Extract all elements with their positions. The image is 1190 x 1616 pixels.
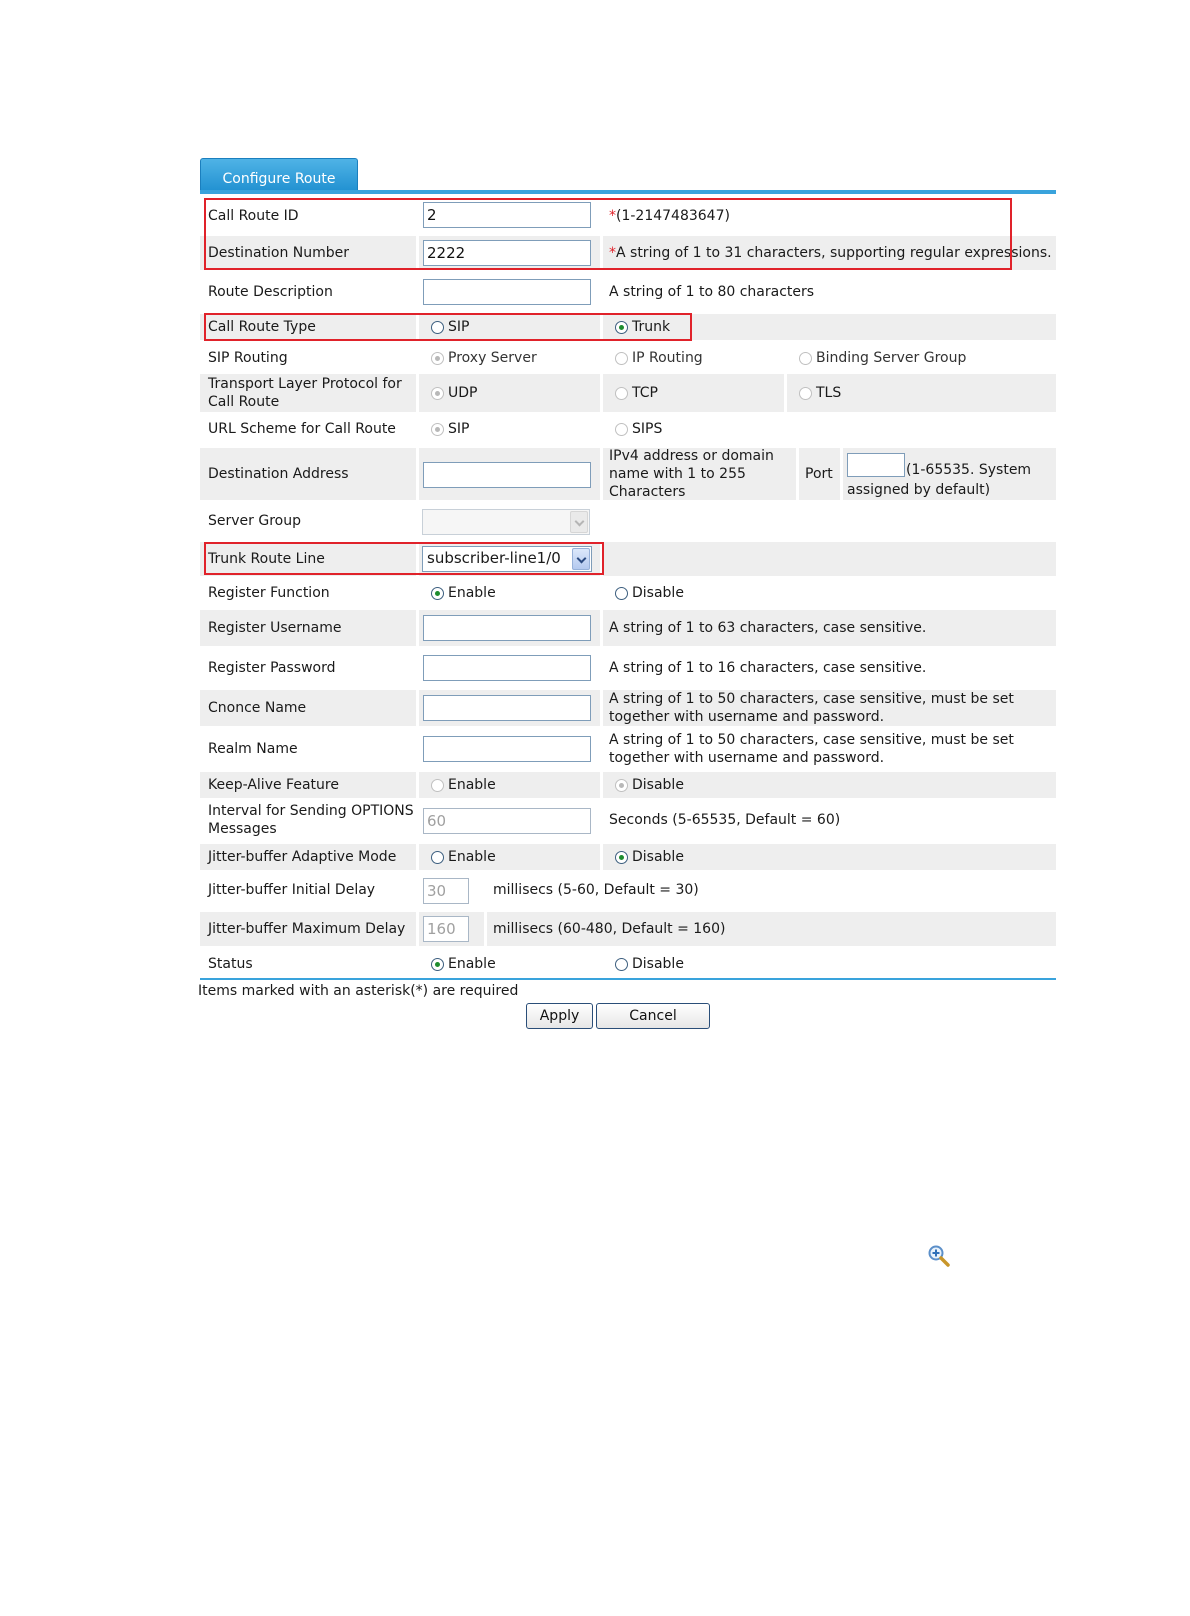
- port-hint: (1-65535. System assigned by default): [847, 462, 1032, 498]
- radio-label: Enable: [448, 777, 496, 793]
- radio-label: SIPS: [632, 421, 663, 437]
- row-status: [200, 950, 1056, 978]
- register-disable-radio[interactable]: [615, 585, 684, 601]
- radio-label: Trunk: [632, 319, 671, 335]
- server-group-label: Server Group: [208, 513, 301, 529]
- call-route-id-range: (1-2147483647): [616, 208, 730, 224]
- status-enable-radio[interactable]: [431, 956, 496, 972]
- keep-alive-disable-radio[interactable]: [615, 777, 684, 793]
- sip-routing-proxy-radio[interactable]: [431, 350, 537, 366]
- row-cnonce-name: [200, 690, 1056, 726]
- radio-icon: [615, 423, 628, 436]
- tab-underline: [200, 190, 1056, 194]
- required-asterisk: *: [609, 208, 616, 224]
- cnonce-name-label: Cnonce Name: [208, 700, 307, 716]
- row-jitter-adaptive: [200, 844, 1056, 870]
- radio-label: Proxy Server: [448, 350, 537, 366]
- jitter-max-hint: millisecs (60-480, Default = 160): [493, 921, 726, 937]
- options-interval-label: Interval for Sending OPTIONS Messages: [208, 803, 414, 837]
- row-keep-alive: [200, 772, 1056, 798]
- keep-alive-label: Keep-Alive Feature: [208, 777, 339, 793]
- server-group-select[interactable]: [422, 509, 590, 535]
- radio-label: SIP: [448, 421, 470, 437]
- register-password-label: Register Password: [208, 660, 336, 676]
- radio-checked-icon: [431, 423, 444, 436]
- radio-icon: [799, 352, 812, 365]
- radio-checked-icon: [431, 587, 444, 600]
- radio-icon: [431, 779, 444, 792]
- url-scheme-sips-radio[interactable]: [615, 421, 662, 437]
- radio-icon: [615, 958, 628, 971]
- jitter-adaptive-enable-radio[interactable]: [431, 849, 496, 865]
- url-scheme-label: URL Scheme for Call Route: [208, 421, 396, 437]
- cnonce-name-hint: A string of 1 to 50 characters, case sensitive, must be set together with username and password.: [609, 691, 1014, 725]
- cancel-button[interactable]: Cancel: [596, 1003, 710, 1029]
- status-disable-radio[interactable]: [615, 956, 684, 972]
- realm-name-input[interactable]: [423, 736, 591, 762]
- jitter-max-label: Jitter-buffer Maximum Delay: [208, 921, 406, 937]
- destination-address-label: Destination Address: [208, 466, 349, 482]
- chevron-down-icon: [570, 511, 588, 533]
- tab-configure-route[interactable]: Configure Route: [200, 158, 358, 193]
- options-interval-input[interactable]: 60: [423, 808, 591, 834]
- realm-name-hint: A string of 1 to 50 characters, case sensitive, must be set together with username and password.: [609, 732, 1014, 766]
- row-sip-routing: [200, 344, 1056, 372]
- radio-icon: [615, 352, 628, 365]
- trunk-route-line-label: Trunk Route Line: [208, 551, 325, 567]
- trunk-route-line-select[interactable]: [422, 546, 592, 572]
- register-username-label: Register Username: [208, 620, 342, 636]
- radio-checked-icon: [615, 779, 628, 792]
- destination-address-input[interactable]: [423, 462, 591, 488]
- sip-routing-ip-radio[interactable]: [615, 350, 703, 366]
- radio-label: Disable: [632, 849, 684, 865]
- required-asterisk: *: [609, 245, 616, 261]
- radio-label: SIP: [448, 319, 470, 335]
- jitter-max-input[interactable]: 160: [423, 916, 469, 942]
- destination-number-input[interactable]: 2222: [423, 240, 591, 266]
- keep-alive-enable-radio[interactable]: [431, 777, 496, 793]
- trunk-route-line-value: subscriber-line1/0: [427, 549, 561, 567]
- cnonce-name-input[interactable]: [423, 695, 591, 721]
- apply-button[interactable]: Apply: [526, 1003, 593, 1029]
- register-function-label: Register Function: [208, 585, 330, 601]
- row-call-route-type: [200, 314, 1056, 340]
- row-register-function: [200, 578, 1056, 608]
- radio-checked-icon: [615, 321, 628, 334]
- required-note: Items marked with an asterisk(*) are required: [198, 983, 519, 999]
- radio-label: Enable: [448, 585, 496, 601]
- row-url-scheme: [200, 414, 1056, 444]
- row-register-username: [200, 610, 1056, 646]
- row-jitter-max: [200, 912, 1056, 946]
- call-route-type-label: Call Route Type: [208, 319, 316, 335]
- port-label: Port: [805, 466, 833, 482]
- route-description-hint: A string of 1 to 80 characters: [609, 284, 815, 300]
- jitter-initial-input[interactable]: 30: [423, 878, 469, 904]
- chevron-down-icon: [572, 548, 590, 570]
- jitter-initial-label: Jitter-buffer Initial Delay: [208, 882, 376, 898]
- radio-label: Enable: [448, 956, 496, 972]
- radio-label: TLS: [816, 385, 842, 401]
- row-call-route-id: [200, 198, 1056, 234]
- sip-routing-label: SIP Routing: [208, 350, 288, 366]
- radio-checked-icon: [431, 387, 444, 400]
- destination-number-hint: [609, 244, 1052, 262]
- call-route-type-trunk-radio[interactable]: [615, 319, 670, 335]
- radio-icon: [615, 587, 628, 600]
- transport-udp-radio[interactable]: [431, 385, 477, 401]
- row-realm-name: [200, 730, 1056, 768]
- register-password-hint: A string of 1 to 16 characters, case sensitive.: [609, 660, 927, 676]
- jitter-adaptive-label: Jitter-buffer Adaptive Mode: [208, 849, 397, 865]
- jitter-initial-hint: millisecs (5-60, Default = 30): [493, 882, 699, 898]
- register-enable-radio[interactable]: [431, 585, 496, 601]
- radio-checked-icon: [431, 958, 444, 971]
- row-transport-protocol: [200, 374, 1056, 412]
- row-trunk-route-line: [200, 542, 1056, 576]
- destination-number-label: Destination Number: [208, 245, 350, 261]
- zoom-in-icon[interactable]: [927, 1244, 951, 1268]
- radio-checked-icon: [615, 851, 628, 864]
- realm-name-label: Realm Name: [208, 741, 298, 757]
- radio-icon: [615, 387, 628, 400]
- destination-number-format: A string of 1 to 31 characters, supporting regular expressions.: [616, 245, 1052, 261]
- register-password-input[interactable]: [423, 655, 591, 681]
- radio-icon: [431, 851, 444, 864]
- register-username-hint: A string of 1 to 63 characters, case sensitive.: [609, 620, 927, 636]
- radio-label: Disable: [632, 956, 684, 972]
- radio-label: TCP: [632, 385, 658, 401]
- sip-routing-binding-radio[interactable]: [799, 350, 966, 366]
- radio-label: UDP: [448, 385, 478, 401]
- radio-label: Enable: [448, 849, 496, 865]
- radio-label: Binding Server Group: [816, 350, 967, 366]
- row-jitter-initial: [200, 872, 1056, 908]
- radio-icon: [431, 321, 444, 334]
- transport-tcp-radio[interactable]: [615, 385, 658, 401]
- status-label: Status: [208, 956, 253, 972]
- call-route-id-label: Call Route ID: [208, 208, 299, 224]
- row-route-description: [200, 274, 1056, 310]
- radio-icon: [799, 387, 812, 400]
- radio-label: Disable: [632, 777, 684, 793]
- row-server-group: [200, 504, 1056, 538]
- url-scheme-sip-radio[interactable]: [431, 421, 469, 437]
- call-route-id-hint: [609, 207, 730, 225]
- route-description-input[interactable]: [423, 279, 591, 305]
- form-bottom-divider: [200, 978, 1056, 980]
- radio-checked-icon: [431, 352, 444, 365]
- transport-protocol-label: Transport Layer Protocol for Call Route: [208, 376, 402, 410]
- row-destination-number: [200, 236, 1056, 270]
- radio-label: Disable: [632, 585, 684, 601]
- configure-route-page: [198, 156, 1056, 1024]
- jitter-adaptive-disable-radio[interactable]: [615, 849, 684, 865]
- register-username-input[interactable]: [423, 615, 591, 641]
- transport-tls-radio[interactable]: [799, 385, 841, 401]
- route-description-label: Route Description: [208, 284, 333, 300]
- options-interval-hint: Seconds (5-65535, Default = 60): [609, 812, 841, 828]
- row-destination-address: [200, 448, 1056, 500]
- call-route-type-sip-radio[interactable]: [431, 319, 469, 335]
- call-route-id-input[interactable]: 2: [423, 202, 591, 228]
- row-options-interval: [200, 800, 1056, 840]
- destination-address-hint: IPv4 address or domain name with 1 to 255 Characters: [609, 448, 774, 500]
- row-register-password: [200, 650, 1056, 686]
- radio-label: IP Routing: [632, 350, 703, 366]
- tab-bar: [200, 156, 1056, 196]
